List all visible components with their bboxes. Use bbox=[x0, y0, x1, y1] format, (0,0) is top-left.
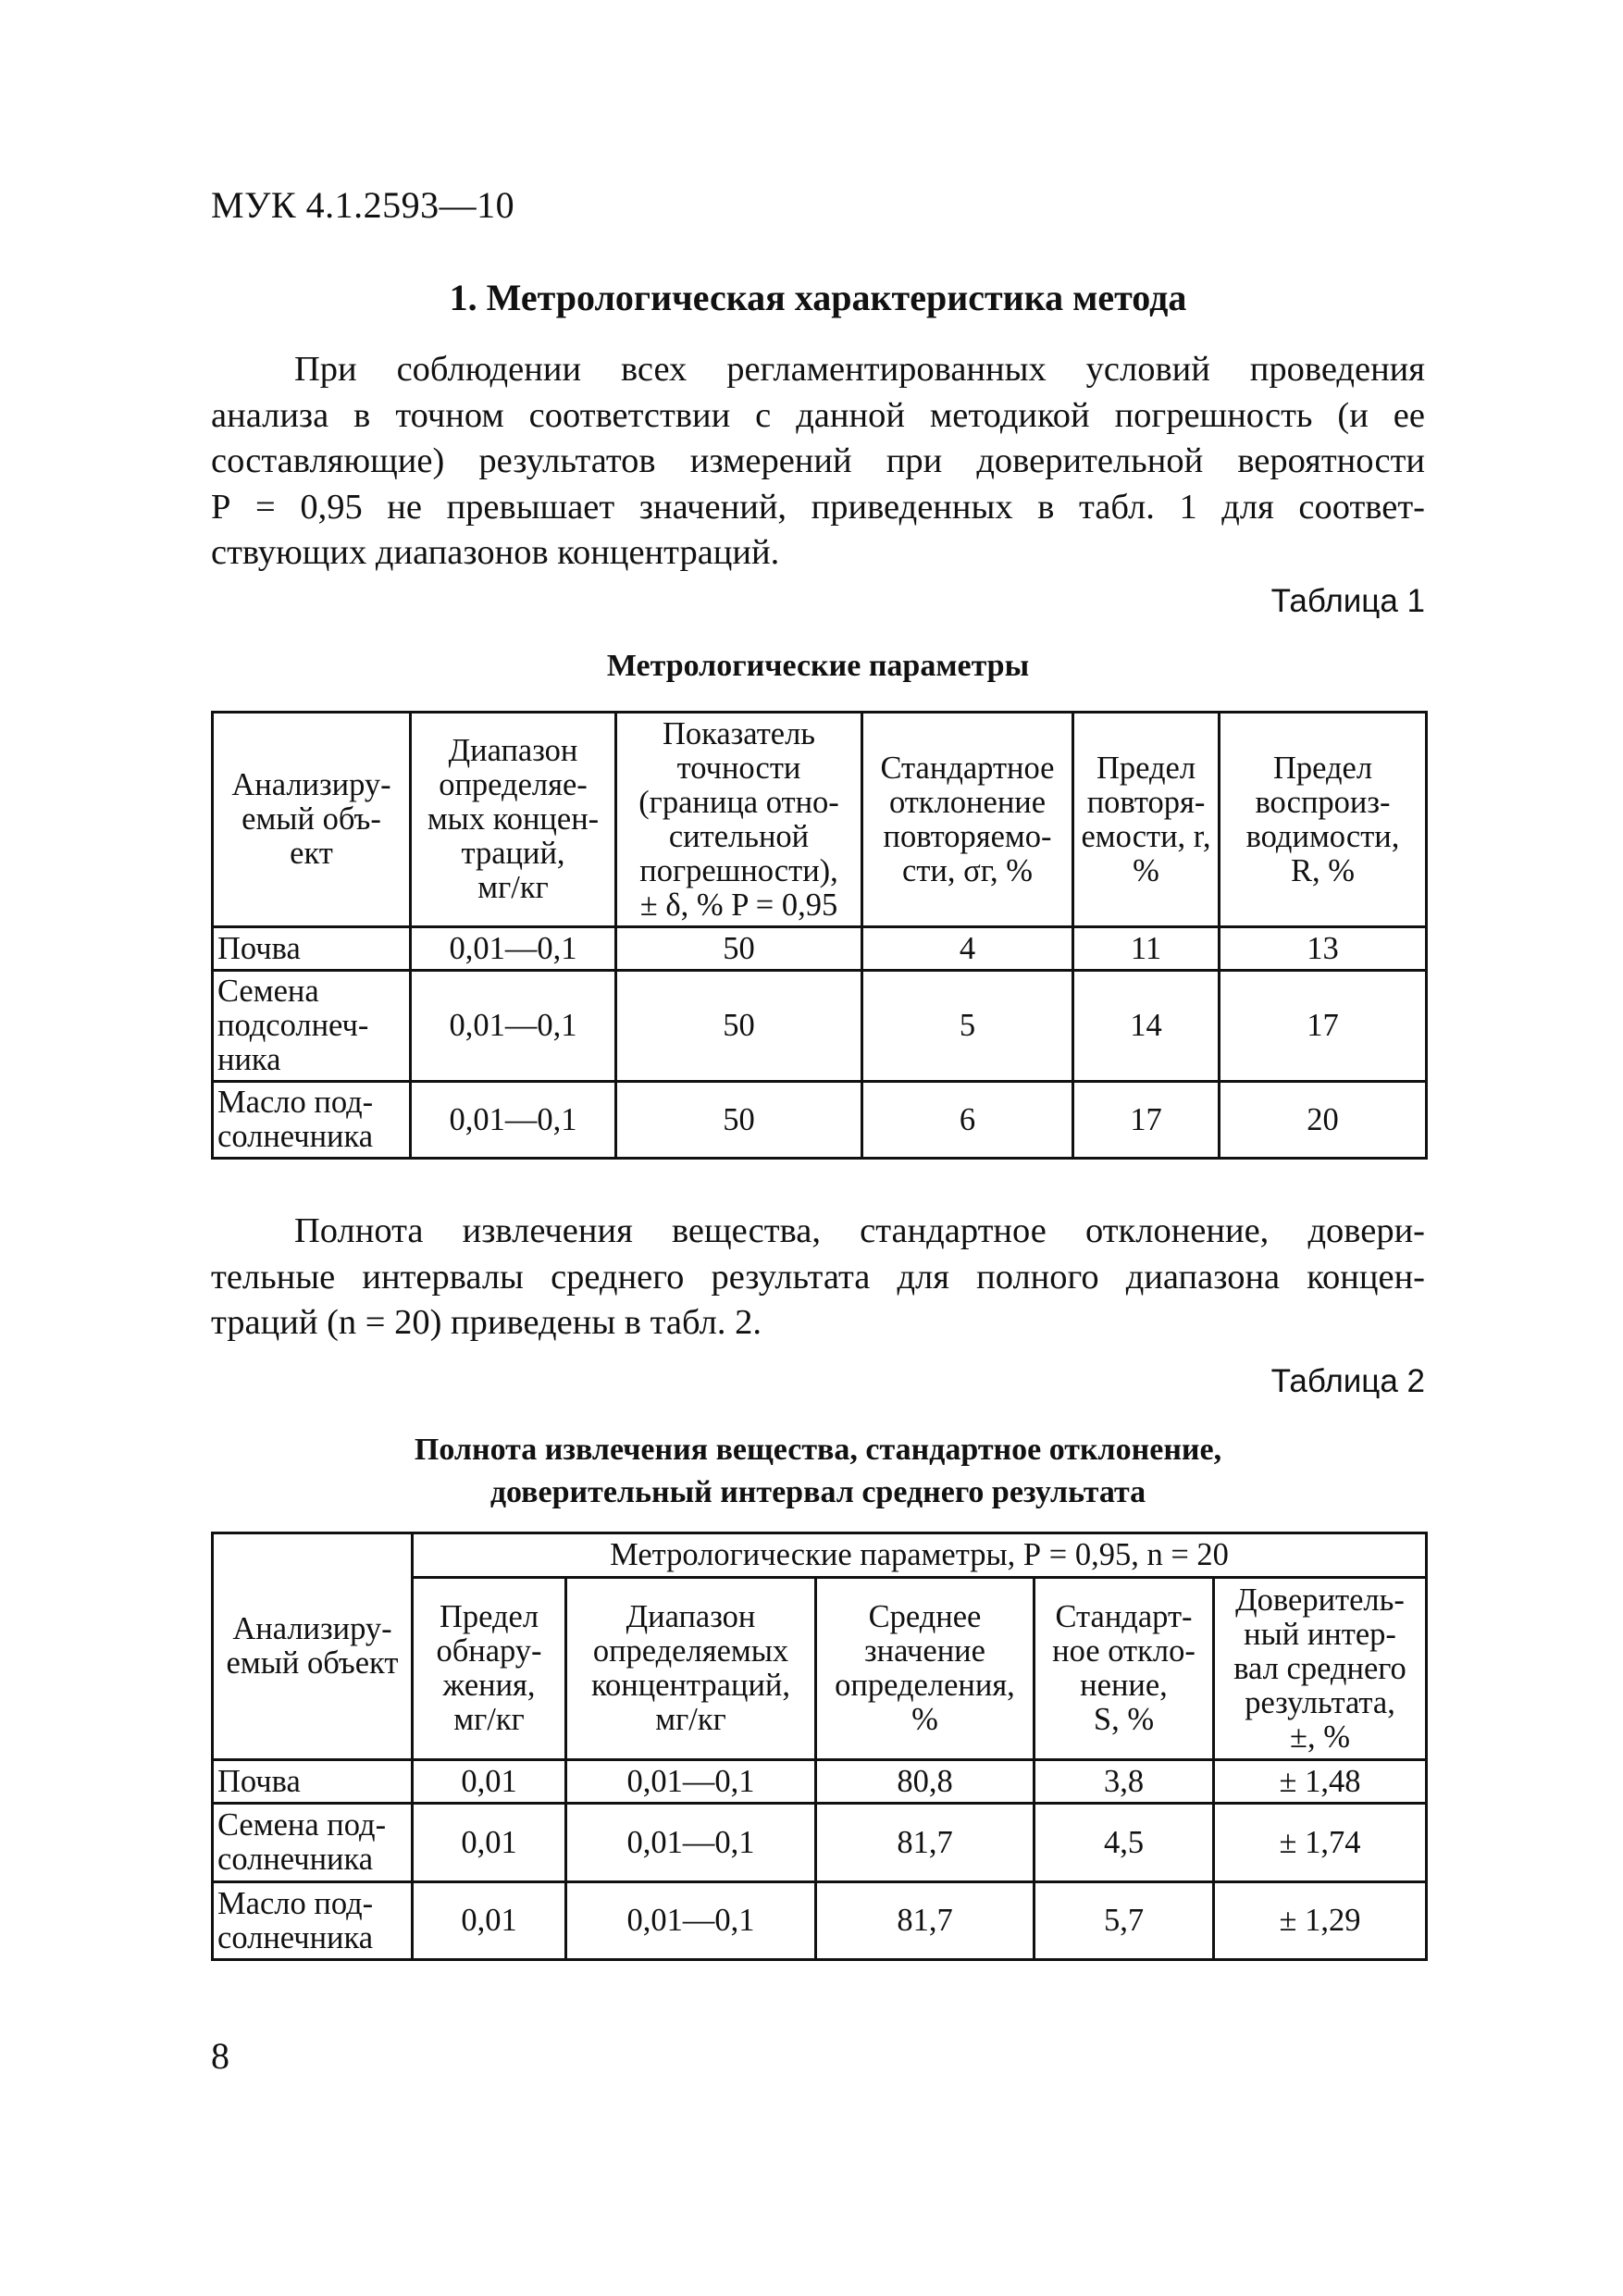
table2-title-line: Полнота извлечения вещества, стандартное отклонение, bbox=[414, 1433, 1222, 1467]
cell-text-line: емый объект bbox=[226, 1645, 399, 1681]
running-header: МУК 4.1.2593—10 bbox=[211, 184, 515, 226]
cell-text-line: % bbox=[911, 1702, 938, 1737]
cell-text-line: S, % bbox=[1093, 1702, 1155, 1737]
cell-text-line: Показатель bbox=[662, 715, 816, 751]
table1-cell: 0,01—0,1 bbox=[411, 1082, 616, 1159]
table2-title-line: доверительный интервал среднего результата bbox=[489, 1475, 1146, 1509]
table2-cell: 0,01 bbox=[413, 1882, 566, 1960]
cell-text-line: погрешности), bbox=[639, 852, 838, 888]
cell-text-line: жения, bbox=[442, 1668, 536, 1703]
table1-cell: 5 bbox=[862, 971, 1073, 1082]
table1-cell-object bbox=[213, 971, 411, 1082]
table2-cell: 4,5 bbox=[1035, 1804, 1214, 1882]
table1-cell: 17 bbox=[1220, 971, 1427, 1082]
table1-cell: 50 bbox=[616, 1082, 862, 1159]
table1-cell: 20 bbox=[1220, 1082, 1427, 1159]
cell-text-line: мых концен- bbox=[427, 801, 600, 837]
paragraph-line: ствующих диапазонов концентраций. bbox=[211, 533, 780, 572]
cell-text-line: подсолнеч- bbox=[217, 1008, 369, 1043]
table2-cell: ± 1,74 bbox=[1214, 1804, 1427, 1882]
paragraph-line: траций (n = 20) приведены в табл. 2. bbox=[211, 1303, 762, 1342]
table-row bbox=[213, 1082, 1427, 1159]
cell-text-line: Предел bbox=[439, 1599, 539, 1634]
table2-header-cell bbox=[1214, 1578, 1427, 1760]
table-row bbox=[213, 1804, 1427, 1882]
cell-text-line: солнечника bbox=[217, 1119, 374, 1154]
cell-text-line: обнару- bbox=[436, 1633, 542, 1669]
table-row bbox=[213, 1882, 1427, 1960]
cell-text-line: водимости, bbox=[1245, 818, 1400, 854]
paragraph-line: тельные интервалы среднего результата для полного диапазона концен- bbox=[211, 1257, 1425, 1297]
cell-text-line: мг/кг bbox=[453, 1702, 525, 1737]
table1-header-row bbox=[213, 713, 1427, 927]
cell-text-line: Предел bbox=[1096, 750, 1196, 786]
cell-text-line: Стандарт- bbox=[1055, 1599, 1193, 1634]
cell-text-line: Семена под- bbox=[217, 1807, 387, 1843]
paragraph-line: анализа в точном соответствии с данной методикой погрешность (и ее bbox=[211, 395, 1425, 435]
cell-text-line: солнечника bbox=[217, 1842, 374, 1877]
cell-text-line: ект bbox=[290, 836, 333, 871]
cell-text-line: Масло под- bbox=[217, 1885, 374, 1921]
table2-title bbox=[211, 1429, 1425, 1514]
table1-header-cell bbox=[1220, 713, 1427, 927]
table1-header-cell bbox=[1073, 713, 1220, 927]
paragraph-line: Полнота извлечения вещества, стандартное отклонение, довери- bbox=[294, 1211, 1425, 1250]
cell-text-line: траций, bbox=[461, 836, 565, 871]
cell-text-line: Стандартное bbox=[880, 750, 1055, 786]
cell-text-line: повторяемо- bbox=[883, 818, 1052, 854]
cell-text-line: Доверитель- bbox=[1235, 1582, 1405, 1618]
table2-cell: 0,01—0,1 bbox=[566, 1760, 816, 1804]
cell-text-line: ника bbox=[217, 1042, 281, 1077]
table1-cell: 50 bbox=[616, 971, 862, 1082]
paragraph-line: составляющие) результатов измерений при доверительной вероятности bbox=[211, 441, 1425, 480]
cell-text-line: Диапазон bbox=[448, 733, 578, 768]
table2-cell: 80,8 bbox=[816, 1760, 1035, 1804]
cell-text-line: (граница отно- bbox=[638, 784, 839, 820]
cell-text-line: определяемых bbox=[592, 1633, 789, 1669]
table1-cell: 17 bbox=[1073, 1082, 1220, 1159]
table2-header-object bbox=[213, 1533, 413, 1760]
table1-cell: 13 bbox=[1220, 927, 1427, 971]
cell-text-line: повторя- bbox=[1086, 784, 1206, 820]
table1-header-cell bbox=[616, 713, 862, 927]
table2-label: Таблица 2 bbox=[1270, 1363, 1425, 1399]
cell-text-line: Диапазон bbox=[626, 1599, 756, 1634]
cell-text-line: мг/кг bbox=[477, 870, 549, 905]
table2-header-cell bbox=[816, 1578, 1035, 1760]
cell-text-line: емости, r, bbox=[1081, 818, 1211, 854]
cell-text-line: солнечника bbox=[217, 1919, 374, 1955]
table1-cell: 6 bbox=[862, 1082, 1073, 1159]
table2-header-cell bbox=[1035, 1578, 1214, 1760]
cell-text-line: ±, % bbox=[1290, 1719, 1350, 1755]
table2-cell: 0,01—0,1 bbox=[566, 1804, 816, 1882]
table1-header-cell bbox=[862, 713, 1073, 927]
table1-cell: 0,01—0,1 bbox=[411, 927, 616, 971]
cell-text-line: определяе- bbox=[439, 767, 588, 802]
cell-text-line: ное откло- bbox=[1052, 1633, 1196, 1669]
table2-cell-object bbox=[213, 1804, 413, 1882]
table-row bbox=[213, 1760, 1427, 1804]
cell-text-line: результата, bbox=[1245, 1684, 1395, 1720]
table1-label: Таблица 1 bbox=[1270, 583, 1425, 619]
cell-text-line: определения, bbox=[835, 1668, 1015, 1703]
table-row bbox=[213, 971, 1427, 1082]
table2-cell: 0,01 bbox=[413, 1760, 566, 1804]
table1-cell: 0,01—0,1 bbox=[411, 971, 616, 1082]
cell-text-line: Анализиру- bbox=[231, 767, 391, 802]
table1-cell: 14 bbox=[1073, 971, 1220, 1082]
cell-text-line: вал среднего bbox=[1233, 1650, 1406, 1686]
table2-cell: 3,8 bbox=[1035, 1760, 1214, 1804]
table2-cell: ± 1,29 bbox=[1214, 1882, 1427, 1960]
cell-text-line: нение, bbox=[1080, 1668, 1168, 1703]
table2-cell: ± 1,48 bbox=[1214, 1760, 1427, 1804]
cell-text-line: % bbox=[1133, 852, 1159, 888]
table2-cell: 5,7 bbox=[1035, 1882, 1214, 1960]
cell-text-line: Почва bbox=[217, 1763, 301, 1799]
table-row bbox=[213, 927, 1427, 971]
table2-cell: 81,7 bbox=[816, 1804, 1035, 1882]
cell-text-line: Среднее bbox=[868, 1599, 982, 1634]
cell-text-line: значение bbox=[864, 1633, 985, 1669]
table2-recovery-parameters bbox=[211, 1532, 1428, 1961]
cell-text-line: Анализиру- bbox=[232, 1611, 392, 1646]
table1-cell-object bbox=[213, 927, 411, 971]
cell-text-line: Предел bbox=[1272, 750, 1373, 786]
paragraph-table2-intro bbox=[211, 1209, 1425, 1347]
table2-cell-object bbox=[213, 1882, 413, 1960]
table2-cell-object bbox=[213, 1760, 413, 1804]
cell-text-line: воспроиз- bbox=[1255, 784, 1391, 820]
section-heading: 1. Метрологическая характеристика метода bbox=[449, 277, 1187, 318]
cell-text-line: емый объ- bbox=[242, 801, 381, 837]
paragraph-line: При соблюдении всех регламентированных условий проведения bbox=[294, 350, 1425, 389]
table2-group-header: Метрологические параметры, Р = 0,95, n = 20 bbox=[413, 1533, 1427, 1578]
table2-cell: 0,01 bbox=[413, 1804, 566, 1882]
cell-text-line: сти, σг, % bbox=[902, 852, 1033, 888]
cell-text-line: R, % bbox=[1291, 852, 1355, 888]
table1-title: Метрологические параметры bbox=[606, 649, 1030, 683]
table1-header-cell bbox=[411, 713, 616, 927]
cell-text-line: отклонение bbox=[888, 784, 1047, 820]
table2-cell: 0,01—0,1 bbox=[566, 1882, 816, 1960]
table1-cell: 50 bbox=[616, 927, 862, 971]
cell-text-line: Почва bbox=[217, 930, 301, 966]
table2-header-cell bbox=[566, 1578, 816, 1760]
cell-text-line: ± δ, % P = 0,95 bbox=[639, 887, 838, 923]
cell-text-line: точности bbox=[676, 750, 801, 786]
table1-header-cell bbox=[213, 713, 411, 927]
table1-cell-object bbox=[213, 1082, 411, 1159]
table2-cell: 81,7 bbox=[816, 1882, 1035, 1960]
paragraph-intro bbox=[211, 347, 1425, 577]
table1-cell: 11 bbox=[1073, 927, 1220, 971]
table1-metrological-parameters bbox=[211, 711, 1428, 1160]
cell-text-line: ный интер- bbox=[1244, 1616, 1396, 1652]
cell-text-line: концентраций, bbox=[590, 1668, 791, 1703]
cell-text-line: сительной bbox=[668, 818, 810, 854]
table2-header-cell bbox=[413, 1578, 566, 1760]
cell-text-line: Семена bbox=[217, 974, 319, 1009]
table1-cell: 4 bbox=[862, 927, 1073, 971]
table2-group-header-row bbox=[213, 1533, 1427, 1578]
paragraph-line: Р = 0,95 не превышает значений, приведенных в табл. 1 для соответ- bbox=[211, 487, 1425, 527]
cell-text-line: мг/кг bbox=[655, 1702, 726, 1737]
page-number: 8 bbox=[211, 2035, 229, 2077]
cell-text-line: Масло под- bbox=[217, 1085, 374, 1120]
